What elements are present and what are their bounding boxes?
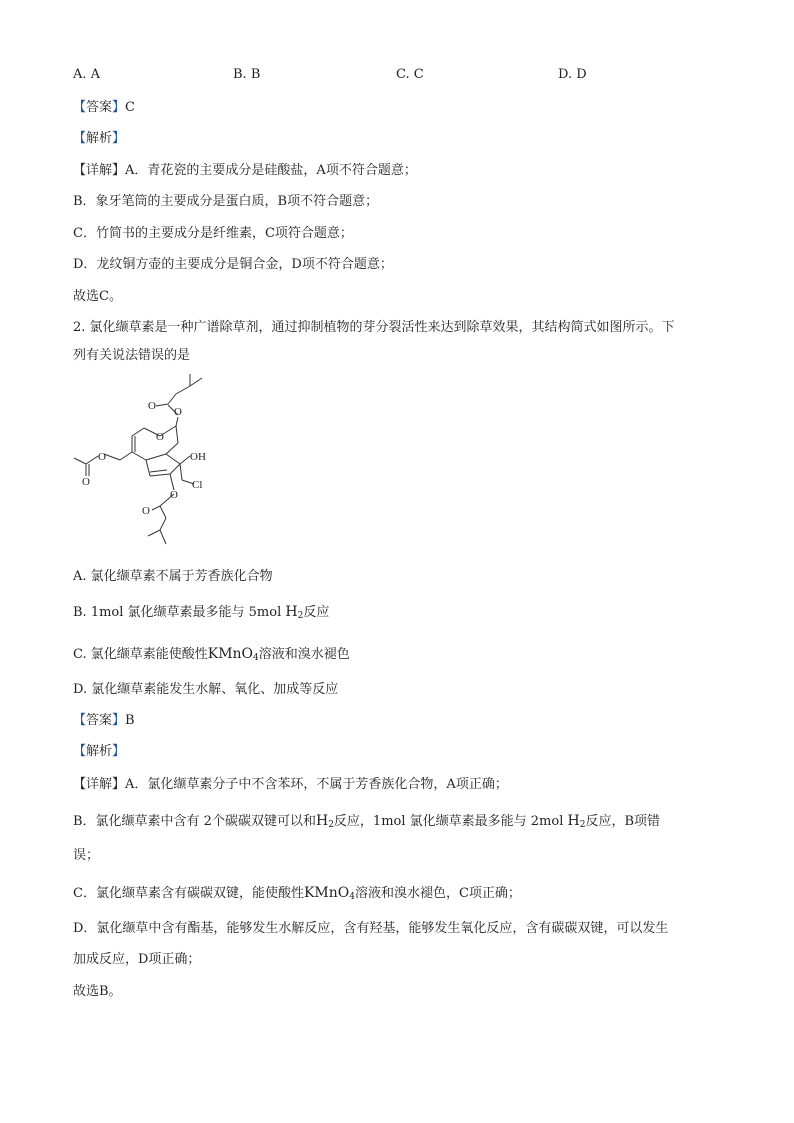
- q1-detail-c: C．竹简书的主要成分是纤维素，C项符合题意；: [73, 226, 353, 241]
- q2-detail-c: C．氯化缬草素含有碳碳双键，能使酸性KMnO$_4$溶液和溴水褪色，C项正确；: [73, 885, 521, 902]
- ester-o-bottom: O: [170, 489, 178, 501]
- q2-stem-line2: 列有关说法错误的是: [73, 348, 191, 363]
- answer-value: B: [125, 713, 135, 728]
- q2-option-c: C. 氯化缬草素能使酸性KMnO$_4$溶液和溴水褪色: [73, 646, 350, 663]
- q2-detail-b: B．氯化缬草素中含有 2个碳碳双键可以和$H_2$反应，1mol 氯化缬草素最多能与 2mol $H_2$反应，B项错: [73, 813, 660, 830]
- q1-option-a: A. A: [73, 67, 101, 82]
- q1-option-b: B. B: [233, 67, 261, 82]
- q2-detail-d-line2: 加成反应，D项正确；: [73, 952, 201, 967]
- chlorine-label: Cl: [192, 479, 203, 491]
- q1-option-d: D. D: [558, 67, 587, 82]
- answer-value: C: [125, 100, 135, 115]
- q2-detail-a: 【详解】A．氯化缬草素分子中不含苯环，不属于芳香族化合物，A项正确；: [73, 777, 508, 792]
- carbonyl-o-top: O: [148, 400, 156, 412]
- q2-answer: 【答案】B: [73, 713, 135, 728]
- answer-label: 答案: [86, 713, 113, 728]
- q1-option-c: C. C: [396, 67, 424, 82]
- answer-label: 答案: [86, 100, 113, 115]
- q2-option-d: D. 氯化缬草素能发生水解、氧化、加成等反应: [73, 682, 339, 697]
- ester-o-top: O: [174, 406, 182, 418]
- q1-answer: 【答案】C: [73, 100, 135, 115]
- q2-option-b: B. 1mol 氯化缬草素最多能与 5mol $H_2$反应: [73, 604, 330, 621]
- q1-detail-a: 【详解】A．青花瓷的主要成分是硅酸盐，A项不符合题意；: [73, 163, 417, 178]
- ring-oxygen: O: [156, 431, 164, 443]
- q1-conclusion: 故选C。: [73, 289, 122, 304]
- q2-analysis-heading: 【解析】: [73, 744, 126, 759]
- q1-detail-d: D．龙纹铜方壶的主要成分是铜合金，D项不符合题意；: [73, 257, 393, 272]
- ester-o-left: O: [98, 451, 106, 463]
- q1-analysis-heading: 【解析】: [73, 131, 126, 146]
- q2-option-a: A. 氯化缬草素不属于芳香族化合物: [73, 569, 273, 584]
- q2-detail-d-line1: D．氯化缬草中含有酯基，能够发生水解反应，含有羟基，能够发生氧化反应，含有碳碳双键，可以发生: [73, 921, 669, 936]
- carbonyl-o-left: O: [82, 476, 90, 488]
- q2-structure-diagram: [60, 368, 240, 560]
- q2-stem-line1: 2. 氯化缬草素是一种广谱除草剂，通过抑制植物的芽分裂活性来达到除草效果，其结构简式如图所示。下: [73, 320, 675, 335]
- carbonyl-o-bottom: O: [142, 505, 150, 517]
- q2-conclusion: 故选B。: [73, 984, 122, 999]
- q2-detail-b-cont: 误；: [73, 848, 100, 863]
- hydroxyl-label: OH: [190, 451, 206, 463]
- q1-detail-b: B．象牙笔筒的主要成分是蛋白质，B项不符合题意；: [73, 194, 379, 209]
